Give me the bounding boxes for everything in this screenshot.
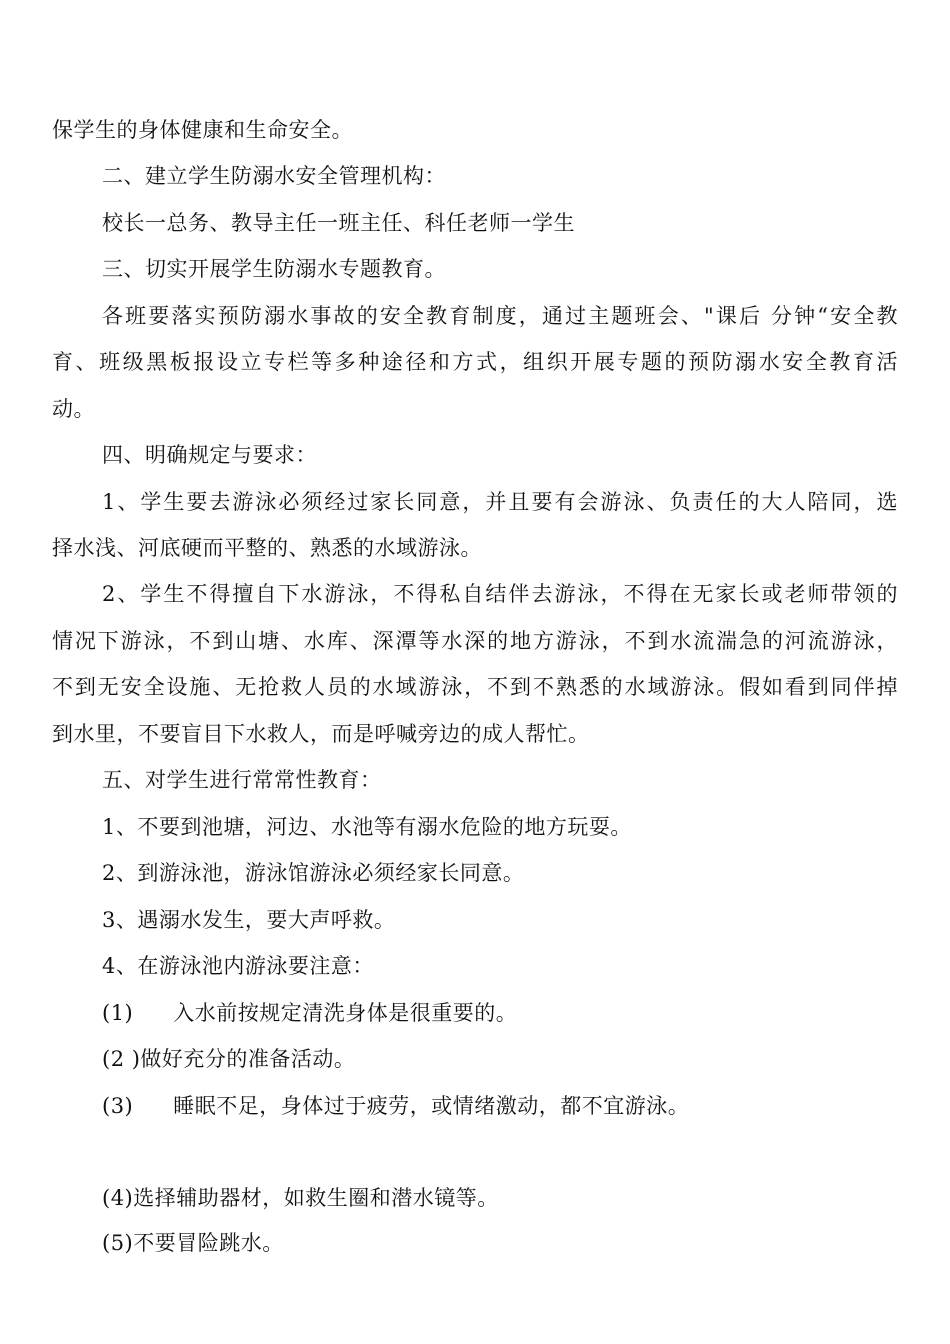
paragraph-line: 择水浅、河底硬而平整的、熟悉的水域游泳。 <box>52 536 482 560</box>
paragraph-line: 保学生的身体健康和生命安全。 <box>52 118 353 142</box>
sub-list-item: (5)不要冒险跳水。 <box>102 1231 284 1255</box>
list-item: 3、遇溺水发生，要大声呼救。 <box>102 908 396 932</box>
paragraph-line: 到水里，不要盲目下水救人，而是呼喊旁边的成人帮忙。 <box>52 722 590 746</box>
paragraph-line: 各班要落实预防溺水事故的安全教育制度，通过主题班会、"课后 分钟“安全教 <box>102 304 898 328</box>
sub-list-number: (3) <box>102 1094 134 1118</box>
sub-list-item <box>102 999 898 1027</box>
list-item: 1、不要到池塘，河边、水池等有溺水危险的地方玩耍。 <box>102 815 632 839</box>
paragraph-line: 2、学生不得擅自下水游泳，不得私自结伴去游泳，不得在无家长或老师带领的 <box>102 582 898 606</box>
section-heading: 四、明确规定与要求： <box>102 443 317 467</box>
paragraph-line: 1、学生要去游泳必须经过家长同意，并且要有会游泳、负责任的大人陪同，选 <box>102 490 898 514</box>
paragraph-line: 动。 <box>52 397 95 421</box>
paragraph-line: 情况下游泳，不到山塘、水库、深潭等水深的地方游泳，不到水流湍急的河流游泳， <box>52 629 898 653</box>
sub-list-item: (2 )做好充分的准备活动。 <box>102 1047 356 1071</box>
section-heading: 五、对学生进行常常性教育： <box>102 768 382 792</box>
sub-list-item: (4)选择辅助器材，如救生圈和潜水镜等。 <box>102 1186 499 1210</box>
list-item: 2、到游泳池，游泳馆游泳必须经家长同意。 <box>102 861 525 885</box>
list-item: 4、在游泳池内游泳要注意： <box>102 954 374 978</box>
paragraph-line: 校长一总务、教导主任一班主任、科任老师一学生 <box>102 211 575 235</box>
paragraph-line: 育、班级黑板报设立专栏等多种途径和方式，组织开展专题的预防溺水安全教育活 <box>52 350 898 374</box>
paragraph-line: 不到无安全设施、无抢救人员的水域游泳，不到不熟悉的水域游泳。假如看到同伴掉 <box>52 675 898 699</box>
section-heading: 三、切实开展学生防溺水专题教育。 <box>102 257 446 281</box>
sub-list-item <box>102 1092 898 1120</box>
sub-list-text: 入水前按规定清洗身体是很重要的。 <box>173 1001 518 1025</box>
sub-list-number: (1) <box>102 1001 134 1025</box>
sub-list-text: 睡眠不足，身体过于疲劳，或情绪激动，都不宜游泳。 <box>173 1094 690 1118</box>
section-heading: 二、建立学生防溺水安全管理机构： <box>102 164 446 188</box>
